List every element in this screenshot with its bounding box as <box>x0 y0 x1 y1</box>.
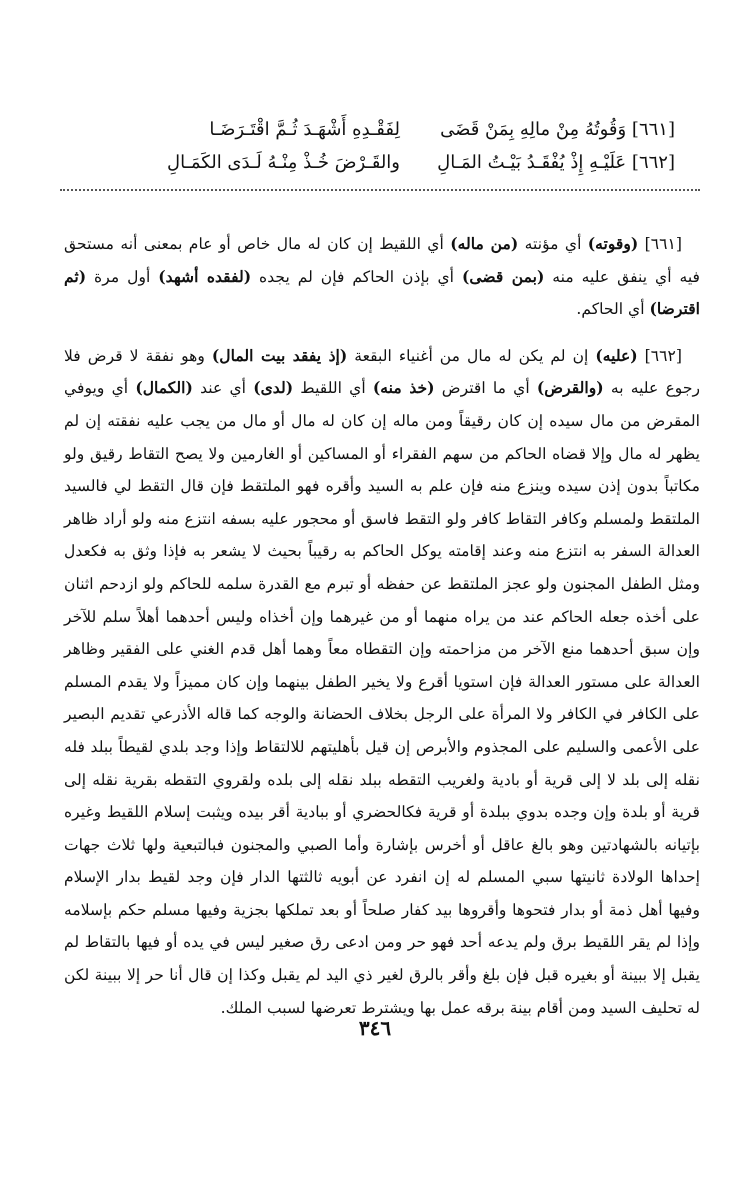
commentary-paragraph-662 <box>64 340 700 1024</box>
quoted-term: (عليه) <box>595 345 638 365</box>
commentary <box>64 228 700 1038</box>
verse-661 <box>110 113 675 146</box>
verse-hemistich-first <box>425 152 675 173</box>
commentary-text: [٦٦٢] <box>637 346 682 365</box>
commentary-text: أول مرة <box>86 267 159 286</box>
commentary-text: أي الحاكم. <box>576 300 650 319</box>
quoted-term: (لفقده أشهد) <box>158 266 252 286</box>
commentary-paragraph-661 <box>64 228 700 326</box>
commentary-text: أي اللقيط <box>293 379 373 398</box>
commentary-text: وهو نفقة لا قرض فلا رجوع عليه به <box>64 346 700 398</box>
commentary-text: أي اللقيط إن كان له مال خاص أو عام بمعنى أنه مستحق فيه أي ينفق عليه منه <box>64 235 700 286</box>
commentary-text: إن لم يكن له مال من أغنياء البقعة <box>347 346 596 365</box>
verse-block <box>110 113 675 179</box>
verse-number: [٦٦١] <box>631 119 675 140</box>
dotted-separator <box>60 189 700 191</box>
verse-hemistich-first <box>425 119 675 140</box>
commentary-text: [٦٦١] <box>638 235 682 253</box>
verse-text: عَلَيْـهِ إِذْ يُفْقَـدُ بَيْـتُ المَـالِ <box>437 152 627 173</box>
commentary-text: أي ما اقترض <box>434 379 537 398</box>
verse-hemistich-second: والقَـرْضَ خُـذْ مِنْـهُ لَـدَى الكَمَـالِ <box>167 152 400 173</box>
commentary-text: أي عند <box>192 379 254 398</box>
commentary-text: أي ويوفي المقرض من مال سيده إن كان رقيقاً ومن ماله إن كان له مال أو مال من يجب عليه نفقته إن لم يظهر له مال وإلا قضاه الحاكم من سهم الفقراء أو المساكين أو الغارمين ولا يصح التقاط رقيق ولو مكاتباً بدون إذن سيده وينزع منه فإن علم به السيد وأقره فهو الملتقط فإن قال التقط لي فالسيد الملتقط ولمسلم وكافر التقاط كافر ولو التقط فاسق أو محجور عليه بسفه انتزع منه ولو أراد ظاهر العدالة السفر به انتزع منه وعند إقامته يوكل الحاكم به رقيباً بحيث لا يشعر به فإذا وثق به فكعدل ومثل الطفل المجنون ولو عجز الملتقط عن حفظه أو تبرم مع القدرة سلمه للحاكم ولو ازدحم اثنان على أخذه جعله الحاكم عند من يراه منهما أو من غيرهما وإن أخذاه وليس أحدهما أهلاً سلم للآخر وإن سبق أحدهما منع الآخر من مزاحمته وإن التقطاه معاً وهما أهل قدم الغني على الفقير وظاهر العدالة على مستور العدالة فإن استويا أقرع ولا يخير الطفل بينهما وإن كان مميزاً ولا يقدم المسلم على الكافر في الكافر ولا المرأة على الرجل بخلاف الحضانة والوجه كما قاله الأذرعي تقديم البصير على الأعمى والسليم على المجذوم والأبرص إن قيل بأهليتهم للالتقاط وإذا وجد بلدي لقيطاً ببلد فله نقله إلى بلد لا إلى قرية أو بادية ولغريب التقطه ببلد نقله إلى بلده ولقروي التقطه بقرية نقله إلى قرية أو بلدة وإن وجده بدوي ببلدة أو قرية فكالحضري أو ببادية أقر بيده ويثبت إسلام اللقيط وغيره بإتيانه بالشهادتين وهو بالغ عاقل أو أخرس بإشارة وأما الصبي والمجنون فبالتبعية ولها ثلاث جهات إحداها الولادة ثانيتها سبي المسلم له إن انفرد عن أبويه ثالثتها الدار فإن وجد لقيط بدار الإسلام وفيها أهل ذمة أو بدار فتحوها وأقروها بيد كفار صلحاً أو بعد تملكها بجزية وفيها مسلم حكم بإسلامه وإذا لم يقر اللقيط برق ولم يدعه أحد فهو حر ومن ادعى رق صغير ليس في يده أو فيها بالتقاط لم يقبل إلا ببينة أو بغيره قبل فإن بلغ وأقر بالرق لغير ذي اليد لم يقبل وكذا إن قال أنا حر إلا ببينة لكن له تحليف السيد ومن أقام بينة برقه عمل بها ويشترط تعرضها لسبب الملك. <box>64 379 700 1017</box>
verse-text: وَقُوتُهُ مِنْ مالِهِ بِمَنْ قَضَى <box>440 119 627 140</box>
quoted-term: (إذ يفقد بيت المال) <box>211 345 348 365</box>
quoted-term: (والقرض) <box>536 378 604 398</box>
quoted-term: (ثم اقترضا) <box>64 266 700 319</box>
quoted-term: (من ماله) <box>450 234 519 253</box>
quoted-term: (لدى) <box>253 378 294 398</box>
quoted-term: (وقوته) <box>587 234 639 253</box>
quoted-term: (الكمال) <box>135 378 193 398</box>
verse-number: [٦٦٢] <box>631 152 675 173</box>
page-number: ٣٤٦ <box>358 1016 392 1040</box>
commentary-text: أي بإذن الحاكم فإن لم يجده <box>251 267 462 286</box>
commentary-text: أي مؤنته <box>518 235 588 253</box>
verse-662 <box>110 146 675 179</box>
quoted-term: (خذ منه) <box>372 378 435 398</box>
quoted-term: (بمن قضى) <box>461 266 545 286</box>
verse-hemistich-second: لِفَقْـدِهِ أَشْهَـدَ ثُـمَّ اقْتَـرَضَـا <box>209 119 400 140</box>
